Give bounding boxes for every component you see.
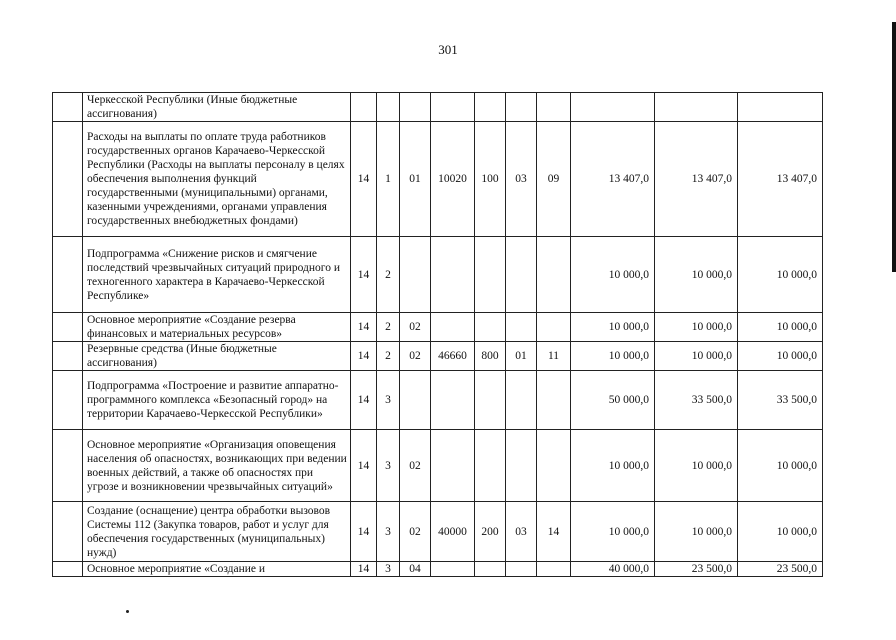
- code-cell-c5: [475, 562, 506, 577]
- code-cell-c5: 200: [475, 502, 506, 562]
- amount-cell-a3: 10 000,0: [738, 237, 823, 313]
- description-cell: Подпрограмма «Снижение рисков и смягчение последствий чрезвычайных ситуаций природного и техногенного характера в Карачаево-Черкесской Республике»: [83, 237, 351, 313]
- amount-cell-a1: 10 000,0: [571, 430, 655, 502]
- amount-cell-a3: 10 000,0: [738, 430, 823, 502]
- amount-cell-a1: 13 407,0: [571, 122, 655, 237]
- code-cell-c6: 01: [506, 342, 537, 371]
- description-cell: Расходы на выплаты по оплате труда работников государственных органов Карачаево-Черкесской Республики (Расходы на выплаты персоналу в целях обеспечения выполнения функций государственными (муниципальными) органами, казенными учреждениями, органами управления государственных внебюджетных фондами): [83, 122, 351, 237]
- code-cell-c3: 04: [400, 562, 431, 577]
- code-cell-c1: 14: [351, 502, 377, 562]
- code-cell-c7: 09: [537, 122, 571, 237]
- row-number-cell: [53, 93, 83, 122]
- code-cell-c2: 2: [377, 237, 400, 313]
- code-cell-c6: [506, 430, 537, 502]
- code-cell-c3: 02: [400, 313, 431, 342]
- amount-cell-a2: 10 000,0: [655, 313, 738, 342]
- code-cell-c2: 2: [377, 313, 400, 342]
- description-cell: Основное мероприятие «Создание резерва финансовых и материальных ресурсов»: [83, 313, 351, 342]
- code-cell-c1: 14: [351, 122, 377, 237]
- amount-cell-a2: 13 407,0: [655, 122, 738, 237]
- code-cell-c1: 14: [351, 313, 377, 342]
- code-cell-c1: 14: [351, 562, 377, 577]
- table-row: [53, 93, 823, 122]
- code-cell-c7: 14: [537, 502, 571, 562]
- code-cell-c2: [377, 93, 400, 122]
- code-cell-c6: [506, 93, 537, 122]
- code-cell-c6: [506, 562, 537, 577]
- amount-cell-a2: 10 000,0: [655, 237, 738, 313]
- code-cell-c5: 800: [475, 342, 506, 371]
- code-cell-c1: 14: [351, 371, 377, 430]
- table-row: [53, 562, 823, 577]
- description-cell: Создание (оснащение) центра обработки вызовов Системы 112 (Закупка товаров, работ и услуг для обеспечения государственных (муниципальных) нужд): [83, 502, 351, 562]
- code-cell-c5: 100: [475, 122, 506, 237]
- amount-cell-a2: 33 500,0: [655, 371, 738, 430]
- amount-cell-a3: 13 407,0: [738, 122, 823, 237]
- code-cell-c3: 02: [400, 430, 431, 502]
- code-cell-c5: [475, 430, 506, 502]
- code-cell-c7: [537, 371, 571, 430]
- code-cell-c1: 14: [351, 342, 377, 371]
- scan-speck: [126, 610, 129, 613]
- table-row: [53, 502, 823, 562]
- amount-cell-a2: 10 000,0: [655, 342, 738, 371]
- code-cell-c4: 46660: [431, 342, 475, 371]
- code-cell-c7: [537, 430, 571, 502]
- code-cell-c1: 14: [351, 430, 377, 502]
- code-cell-c2: 1: [377, 122, 400, 237]
- amount-cell-a3: 23 500,0: [738, 562, 823, 577]
- code-cell-c7: [537, 237, 571, 313]
- scan-edge-shadow: [892, 22, 896, 272]
- code-cell-c4: [431, 93, 475, 122]
- amount-cell-a1: 40 000,0: [571, 562, 655, 577]
- code-cell-c6: [506, 237, 537, 313]
- code-cell-c2: 3: [377, 430, 400, 502]
- row-number-cell: [53, 237, 83, 313]
- code-cell-c7: [537, 93, 571, 122]
- description-cell: Основное мероприятие «Создание и: [83, 562, 351, 577]
- code-cell-c6: [506, 371, 537, 430]
- code-cell-c2: 2: [377, 342, 400, 371]
- code-cell-c7: [537, 313, 571, 342]
- page-number: 301: [438, 42, 458, 57]
- amount-cell-a1: 10 000,0: [571, 237, 655, 313]
- budget-table: [52, 92, 823, 577]
- amount-cell-a2: 23 500,0: [655, 562, 738, 577]
- row-number-cell: [53, 430, 83, 502]
- row-number-cell: [53, 502, 83, 562]
- code-cell-c1: [351, 93, 377, 122]
- code-cell-c6: 03: [506, 122, 537, 237]
- code-cell-c4: [431, 562, 475, 577]
- code-cell-c7: 11: [537, 342, 571, 371]
- code-cell-c2: 3: [377, 371, 400, 430]
- code-cell-c6: [506, 313, 537, 342]
- table-row: [53, 122, 823, 237]
- code-cell-c6: 03: [506, 502, 537, 562]
- code-cell-c5: [475, 93, 506, 122]
- amount-cell-a3: 33 500,0: [738, 371, 823, 430]
- code-cell-c4: 40000: [431, 502, 475, 562]
- row-number-cell: [53, 122, 83, 237]
- code-cell-c4: [431, 237, 475, 313]
- code-cell-c3: 01: [400, 122, 431, 237]
- table-row: [53, 313, 823, 342]
- description-cell: Основное мероприятие «Организация оповещения населения об опасностях, возникающих при ведении военных действий, а также об опасностях при угрозе и возникновении чрезвычайных ситуаций»: [83, 430, 351, 502]
- code-cell-c4: [431, 313, 475, 342]
- row-number-cell: [53, 371, 83, 430]
- amount-cell-a3: 10 000,0: [738, 502, 823, 562]
- code-cell-c5: [475, 313, 506, 342]
- code-cell-c3: [400, 93, 431, 122]
- description-cell: Резервные средства (Иные бюджетные ассигнования): [83, 342, 351, 371]
- amount-cell-a1: [571, 93, 655, 122]
- code-cell-c2: 3: [377, 562, 400, 577]
- amount-cell-a3: 10 000,0: [738, 313, 823, 342]
- row-number-cell: [53, 562, 83, 577]
- amount-cell-a2: [655, 93, 738, 122]
- amount-cell-a1: 10 000,0: [571, 502, 655, 562]
- code-cell-c4: [431, 430, 475, 502]
- code-cell-c3: [400, 237, 431, 313]
- table-body: [53, 93, 823, 577]
- code-cell-c4: [431, 371, 475, 430]
- code-cell-c1: 14: [351, 237, 377, 313]
- amount-cell-a1: 50 000,0: [571, 371, 655, 430]
- row-number-cell: [53, 342, 83, 371]
- code-cell-c7: [537, 562, 571, 577]
- code-cell-c3: 02: [400, 342, 431, 371]
- amount-cell-a1: 10 000,0: [571, 342, 655, 371]
- code-cell-c2: 3: [377, 502, 400, 562]
- table-row: [53, 342, 823, 371]
- table-row: [53, 430, 823, 502]
- amount-cell-a2: 10 000,0: [655, 430, 738, 502]
- code-cell-c4: 10020: [431, 122, 475, 237]
- description-cell: Подпрограмма «Построение и развитие аппаратно-программного комплекса «Безопасный город» на территории Карачаево-Черкесской Республики»: [83, 371, 351, 430]
- code-cell-c5: [475, 237, 506, 313]
- code-cell-c3: [400, 371, 431, 430]
- amount-cell-a3: 10 000,0: [738, 342, 823, 371]
- amount-cell-a2: 10 000,0: [655, 502, 738, 562]
- amount-cell-a1: 10 000,0: [571, 313, 655, 342]
- description-cell: Черкесской Республики (Иные бюджетные ассигнования): [83, 93, 351, 122]
- table-row: [53, 371, 823, 430]
- amount-cell-a3: [738, 93, 823, 122]
- code-cell-c3: 02: [400, 502, 431, 562]
- table-row: [53, 237, 823, 313]
- code-cell-c5: [475, 371, 506, 430]
- row-number-cell: [53, 313, 83, 342]
